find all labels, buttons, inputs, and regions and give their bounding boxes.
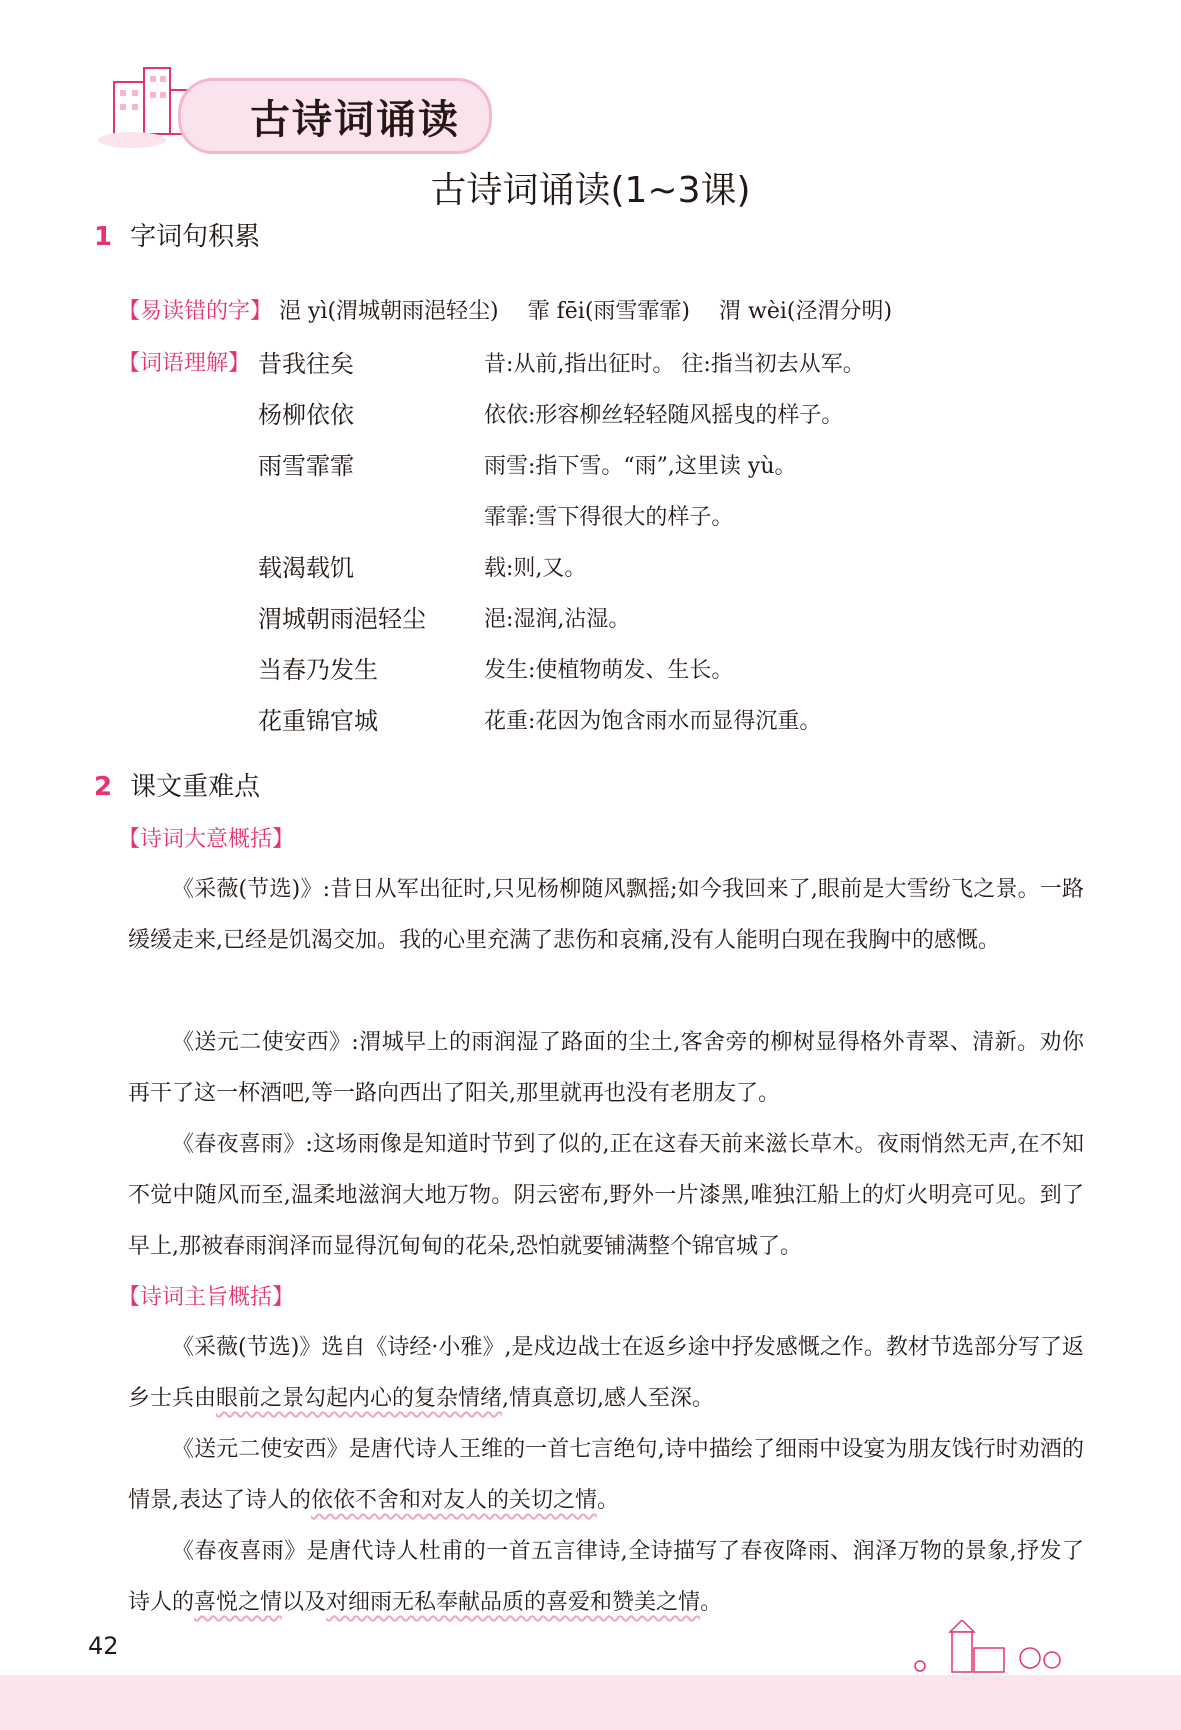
theme-text: 。	[597, 1488, 620, 1513]
section-2-heading	[94, 766, 260, 803]
meaning-tag: 【诗词大意概括】	[118, 827, 295, 852]
easy-misread-tag: 【易读错的字】	[118, 299, 273, 324]
vocab-definition: 载:则,又。	[484, 556, 587, 581]
theme-tag: 【诗词主旨概括】	[118, 1285, 295, 1310]
vocab-term: 杨柳依依	[258, 401, 354, 429]
vocab-tag: 【词语理解】	[118, 351, 251, 376]
theme-text: 。	[700, 1590, 723, 1615]
easy-misread-item: 浥 yì(渭城朝雨浥轻尘)	[279, 299, 499, 324]
theme-highlight: 眼前之景勾起内心的复杂情绪	[216, 1386, 503, 1411]
section-title: 字词句积累	[130, 222, 261, 252]
vocab-term: 载渴载饥	[258, 554, 354, 582]
vocab-term: 当春乃发生	[258, 656, 378, 684]
theme-paragraph	[128, 1424, 1084, 1526]
meaning-paragraph: 《采薇(节选)》:昔日从军出征时,只见杨柳随风飘摇;如今我回来了,眼前是大雪纷飞之景。一路缓缓走来,已经是饥渴交加。我的心里充满了悲伤和哀痛,没有人能明白现在我胸中的感慨。	[128, 877, 1084, 953]
theme-text: 《采薇(节选)》选自《诗经·小雅》,是戍边战士在返乡途中抒发感慨之作。教材节选部分写了返乡士兵由	[128, 1335, 1084, 1411]
section-1-heading	[94, 216, 260, 253]
theme-text: 《春夜喜雨》是唐代诗人杜甫的一首五言律诗,全诗描写了春夜降雨、润泽万物的景象,抒发了诗人的	[128, 1539, 1084, 1615]
vocab-definition: 浥:湿润,沾湿。	[484, 607, 631, 632]
theme-paragraph	[128, 1322, 1084, 1424]
vocab-term: 花重锦官城	[258, 707, 378, 735]
vocab-term: 昔我往矣	[258, 350, 354, 378]
theme-highlight: 对细雨无私奉献品质的喜爱和赞美之情	[326, 1590, 701, 1615]
theme-text: 以及	[282, 1590, 327, 1615]
footer-band	[0, 1675, 1181, 1730]
page-title: 古诗词诵读(1~3课)	[430, 170, 751, 211]
banner-title: 古诗词诵读	[250, 97, 460, 143]
page-number: 42	[88, 1632, 119, 1660]
vocab-definition: 依依:形容柳丝轻轻随风摇曳的样子。	[484, 403, 844, 428]
vocab-term: 渭城朝雨浥轻尘	[258, 605, 426, 633]
theme-highlight: 喜悦之情	[194, 1590, 283, 1615]
vocab-term: 雨雪霏霏	[258, 452, 354, 480]
easy-misread-row	[118, 294, 892, 325]
section-number: 2	[94, 772, 113, 802]
vocab-definition: 霏霏:雪下得很大的样子。	[484, 505, 734, 530]
section-number: 1	[94, 222, 113, 252]
meaning-paragraph: 《春夜喜雨》:这场雨像是知道时节到了似的,正在这春天前来滋长草木。夜雨悄然无声,在不知不觉中随风而至,温柔地滋润大地万物。阴云密布,野外一片漆黑,唯独江船上的灯火明亮可见。到了早上,那被春雨润泽而显得沉甸甸的花朵,恐怕就要铺满整个锦官城了。	[128, 1132, 1084, 1259]
house-decoration-icon	[900, 1620, 1080, 1680]
theme-text: ,情真意切,感人至深。	[502, 1386, 715, 1411]
vocab-definition: 雨雪:指下雪。“雨”,这里读 yù。	[484, 454, 797, 479]
easy-misread-item: 霏 fēi(雨雪霏霏)	[527, 299, 690, 324]
vocab-definition: 昔:从前,指出征时。 往:指当初去从军。	[484, 352, 865, 377]
section-title: 课文重难点	[130, 772, 261, 802]
easy-misread-item: 渭 wèi(泾渭分明)	[719, 299, 893, 324]
meaning-paragraph: 《送元二使安西》:渭城早上的雨润湿了路面的尘土,客舍旁的柳树显得格外青翠、清新。劝你再干了这一杯酒吧,等一路向西出了阳关,那里就再也没有老朋友了。	[128, 1030, 1084, 1106]
theme-paragraph	[128, 1526, 1084, 1628]
vocab-definition: 花重:花因为饱含雨水而显得沉重。	[484, 709, 822, 734]
theme-text: 《送元二使安西》是唐代诗人王维的一首七言绝句,诗中描绘了细雨中设宴为朋友饯行时劝酒的情景,表达了诗人的	[128, 1437, 1084, 1513]
vocab-definition: 发生:使植物萌发、生长。	[484, 658, 734, 683]
theme-highlight: 依依不舍和对友人的关切之情	[311, 1488, 598, 1513]
